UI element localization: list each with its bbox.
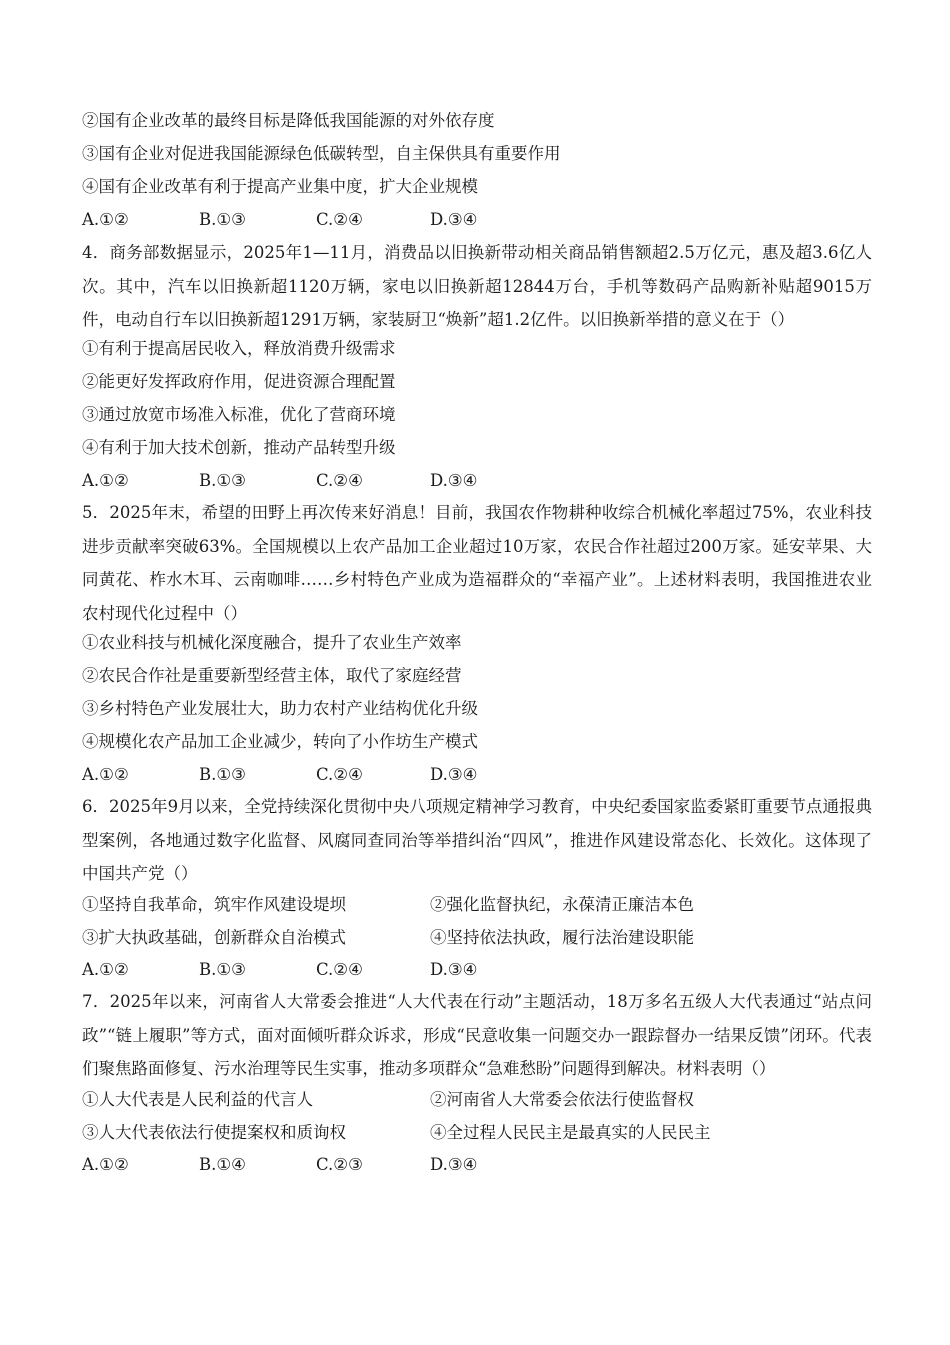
q6-option-c: C.②④ — [316, 960, 363, 979]
q7-option-b: B.①④ — [199, 1155, 246, 1174]
q5-option-c: C.②④ — [316, 765, 363, 784]
q7-option-d: D.③④ — [430, 1155, 478, 1174]
q6-option-d: D.③④ — [430, 960, 478, 979]
q5-option-b: B.①③ — [199, 765, 246, 784]
q7-option-c: C.②③ — [316, 1155, 363, 1174]
q5-statement-4: ④规模化农产品加工企业减少，转向了小作坊生产模式 — [82, 732, 478, 751]
q4-option-b: B.①③ — [199, 471, 246, 490]
q5-option-a: A.①② — [82, 765, 129, 784]
q6-option-a: A.①② — [82, 960, 129, 979]
q7-statement-3: ③人大代表依法行使提案权和质询权 — [82, 1123, 346, 1142]
q4-statement-4: ④有利于加大技术创新，推动产品转型升级 — [82, 438, 396, 457]
q4-option-d: D.③④ — [430, 471, 478, 490]
q5-statement-1: ①农业科技与机械化深度融合，提升了农业生产效率 — [82, 633, 462, 652]
q7-option-a: A.①② — [82, 1155, 129, 1174]
q6-stem: 6．2025年9月以来，全党持续深化贯彻中央八项规定精神学习教育，中央纪委国家监委紧盯重要节点通报典型案例，各地通过数字化监督、风腐同查同治等举措纠治“四风”，推进作风建设常态化、长效化。这体现了中国共产党（） — [82, 797, 872, 883]
q3-option-b: B.①③ — [199, 210, 246, 229]
q7-statement-2: ②河南省人大常委会依法行使监督权 — [430, 1090, 694, 1109]
q5-statement-2: ②农民合作社是重要新型经营主体，取代了家庭经营 — [82, 666, 462, 685]
q3-statement-4: ④国有企业改革有利于提高产业集中度，扩大企业规模 — [82, 177, 478, 196]
q6-statement-3: ③扩大执政基础，创新群众自治模式 — [82, 928, 346, 947]
q3-option-d: D.③④ — [430, 210, 478, 229]
q3-statement-2: ②国有企业改革的最终目标是降低我国能源的对外依存度 — [82, 111, 495, 130]
q4-option-a: A.①② — [82, 471, 129, 490]
q5-stem: 5．2025年末，希望的田野上再次传来好消息！目前，我国农作物耕种收综合机械化率超过75%，农业科技进步贡献率突破63%。全国规模以上农产品加工企业超过10万家，农民合作社超过200万家。延安苹果、大同黄花、柞水木耳、云南咖啡……乡村特色产业成为造福群众的“幸福产业”。上述材料表明，我国推进农业农村现代化过程中（） — [82, 503, 872, 623]
q5-statement-3: ③乡村特色产业发展壮大，助力农村产业结构优化升级 — [82, 699, 478, 718]
q6-option-b: B.①③ — [199, 960, 246, 979]
q4-stem: 4．商务部数据显示，2025年1—11月，消费品以旧换新带动相关商品销售额超2.5万亿元，惠及超3.6亿人次。其中，汽车以旧换新超1120万辆，家电以旧换新超12844万台，手机等数码产品购新补贴超9015万件，电动自行车以旧换新超1291万辆，家装厨卫“焕新”超1.2亿件。以旧换新举措的意义在于（） — [82, 243, 872, 329]
q7-statement-4: ④全过程人民民主是最真实的人民民主 — [430, 1123, 711, 1142]
q3-statement-3: ③国有企业对促进我国能源绿色低碳转型，自主保供具有重要作用 — [82, 144, 561, 163]
q4-statement-2: ②能更好发挥政府作用，促进资源合理配置 — [82, 372, 396, 391]
q4-statement-3: ③通过放宽市场准入标准，优化了营商环境 — [82, 405, 396, 424]
q3-option-c: C.②④ — [316, 210, 363, 229]
q4-statement-1: ①有利于提高居民收入，释放消费升级需求 — [82, 339, 396, 358]
q6-statement-1: ①坚持自我革命，筑牢作风建设堤坝 — [82, 895, 346, 914]
q4-option-c: C.②④ — [316, 471, 363, 490]
q5-option-d: D.③④ — [430, 765, 478, 784]
q6-statement-4: ④坚持依法执政，履行法治建设职能 — [430, 928, 694, 947]
q7-stem: 7．2025年以来，河南省人大常委会推进“人大代表在行动”主题活动，18万多名五级人大代表通过“站点问政”“链上履职”等方式，面对面倾听群众诉求，形成“民意收集一问题交办一跟踪督办一结果反馈”闭环。代表们聚焦路面修复、污水治理等民生实事，推动多项群众“急难愁盼”问题得到解决。材料表明（） — [82, 992, 872, 1078]
q3-option-a: A.①② — [82, 210, 129, 229]
q6-statement-2: ②强化监督执纪，永葆清正廉洁本色 — [430, 895, 694, 914]
q7-statement-1: ①人大代表是人民利益的代言人 — [82, 1090, 313, 1109]
